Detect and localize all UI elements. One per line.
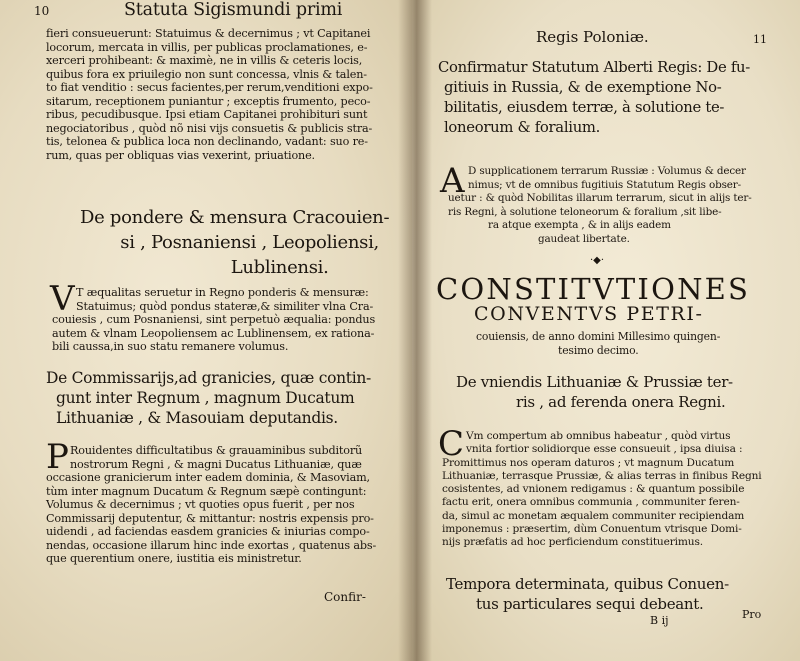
text-line: ra atque exempta , & in alijs eadem: [488, 219, 671, 231]
text-line: Promittimus nos operam daturos ; vt magnum Ducatum: [442, 456, 735, 469]
text-line: tesimo decimo.: [558, 344, 639, 357]
paragraph-cum-compertum: [442, 430, 762, 550]
heading-line: gitiuis in Russia, & de exemptione No-: [444, 79, 722, 96]
paragraph-prouidentes: [46, 444, 376, 566]
heading-line: si , Posnaniensi , Leopoliensi,: [120, 232, 379, 253]
heading-line: Lithuaniæ , & Masouiam deputandis.: [56, 409, 338, 427]
text-line: sitarum, receptionem puniantur ; exceptis frumento, peco-: [46, 94, 371, 108]
heading-de-vniendis: [456, 372, 733, 412]
text-line: Lithuaniæ, terrasque Prussiæ, & alias terras in finibus Regni: [442, 469, 762, 482]
text-line: couiensis, de anno domini Millesimo quingen-: [476, 330, 721, 343]
heading-confirmatur: [438, 58, 750, 138]
heading-line: Lublinensi.: [230, 257, 329, 278]
text-line: rum, quas per obliquas vias vexerint, priuatione.: [46, 148, 315, 162]
text-line: uetur : & quòd Nobilitas illarum terrarum, sicut in alijs ter-: [448, 192, 752, 204]
title-constitutiones: CONSTITVTIONES: [436, 272, 751, 306]
heading-line: De Commissarijs,ad granicies, quæ contin-: [46, 369, 371, 387]
drop-cap-p: P: [46, 437, 69, 477]
heading-de-commissarijs: [46, 368, 371, 428]
text-line: fieri consueuerunt: Statuimus & decernimus ; vt Capitanei: [46, 27, 371, 40]
heading-line: De pondere & mensura Cracouien-: [80, 207, 390, 228]
text-line: gaudeat libertate.: [538, 232, 630, 245]
text-line: Statuimus; quòd pondus stateræ,& similiter vlna Cra-: [76, 299, 374, 313]
text-line: tis, telonea & publica loca non declinando, vadant: suo re-: [46, 135, 368, 148]
heading-line: bilitatis, eiusdem terræ, à solutione te-: [444, 99, 725, 116]
text-line: autem & vlnam Leopoliensem ac Lublinensem, ex rationa-: [52, 326, 375, 340]
text-line: factu erit, onera omnibus communia , communiter feren-: [442, 496, 740, 509]
paragraph-ad-supplicationem: [448, 165, 752, 246]
text-line: T æqualitas seruetur in Regno ponderis & mensuræ:: [76, 286, 369, 299]
heading-line: ris , ad ferenda onera Regni.: [516, 393, 726, 411]
text-line: locorum, mercata in villis, per publicas proclamationes, e-: [46, 40, 368, 54]
text-line: bili caussa,in suo statu remanere volumus.: [52, 340, 289, 353]
text-line: Rouidentes difficultatibus & grauaminibus subditorũ: [70, 444, 363, 457]
page-number-left: 10: [34, 4, 50, 18]
running-head-left: Statuta Sigismundi primi: [124, 0, 343, 20]
text-line: Volumus & decernimus ; vt quoties opus fuerit , per nos: [46, 498, 355, 511]
heading-line: Tempora determinata, quibus Conuen-: [446, 575, 729, 593]
text-line: uidendi , ad faciendas easdem granicies & iniurias compo-: [46, 525, 370, 538]
heading-line: De vniendis Lithuaniæ & Prussiæ ter-: [456, 373, 733, 391]
text-line: xerceri prohibeant: & maximè, ne in villis & ceteris locis,: [46, 54, 363, 67]
text-line: nostrorum Regni , & magni Ducatus Lithuaniæ, quæ: [70, 457, 362, 471]
drop-cap-c: C: [438, 424, 465, 464]
text-line: occasione granicierum inter eadem dominia, & Masoviam,: [46, 471, 370, 484]
text-line: negociatoribus , quòd nõ nisi vijs consuetis & publicis stra-: [46, 121, 373, 135]
text-line: tùm inter magnum Ducatum & Regnum sæpè contingunt:: [46, 484, 367, 498]
text-line: imponemus : præsertim, dùm Conuentum vtrisque Domi-: [442, 523, 742, 536]
book-gutter: [398, 0, 432, 661]
text-line: quibus fora ex priuilegio non sunt concessa, vlnis & talen-: [46, 67, 367, 81]
text-line: ribus, pecudibusque. Ipsi etiam Capitanei prohibituri sunt: [46, 108, 368, 121]
running-head-right: Regis Poloniæ.: [536, 28, 649, 46]
heading-line: loneorum & foralium.: [444, 119, 601, 136]
paragraph-aequalitas: [52, 286, 375, 354]
text-line: ris Regni, à solutione teloneorum & foralium ,sit libe-: [448, 205, 722, 218]
text-line: nendas, occasione illarum hinc inde exortas , quatenus abs-: [46, 538, 377, 552]
drop-cap-a: A: [440, 161, 465, 201]
catchword-right: Pro: [742, 608, 762, 621]
ornament-divider: ·◆·: [590, 255, 605, 266]
text-line: Commissarij deputentur, & mittantur: nostris expensis pro-: [46, 511, 374, 525]
text-line: da, simul ac monetam æqualem communiter recipiendam: [442, 509, 745, 522]
heading-tempora: [446, 574, 729, 614]
text-line: vnita fortior solidiorque esse consueuit , ipsa diuisa :: [466, 443, 743, 456]
text-line: to fiat venditio : secus facientes,per rerum,venditioni expo-: [46, 81, 373, 94]
subtitle-couiensis: [476, 330, 720, 358]
title-conventus: CONVENTVS PETRI-: [474, 303, 704, 325]
text-line: Vm compertum ab omnibus habeatur , quòd virtus: [466, 430, 731, 442]
heading-line: tus particulares sequi debeant.: [476, 595, 704, 613]
heading-line: gunt inter Regnum , magnum Ducatum: [56, 389, 355, 407]
catchword-left: Confir-: [324, 590, 366, 604]
text-line: cosistentes, ad vnionem redigamus : & quantum possibile: [442, 483, 745, 496]
right-page: [412, 0, 800, 661]
text-line: couiesis , cum Posnaniensi, sint perpetuò æqualia: pondus: [52, 313, 376, 326]
drop-cap-v: V: [50, 279, 75, 319]
text-line: nimus; vt de omnibus fugitiuis Statutum Regis obser-: [468, 178, 741, 191]
heading-line: Confirmatur Statutum Alberti Regis: De fu-: [438, 59, 750, 76]
text-line: que querentium onere, iustitia eis ministretur.: [46, 552, 302, 565]
text-line: D supplicationem terrarum Russiæ : Volumus & decer: [468, 165, 746, 177]
text-line: nijs præfatis ad hoc perficiendum constituerimus.: [442, 536, 703, 549]
signature-mark: B ij: [650, 614, 669, 627]
paragraph-fieri: [46, 27, 373, 162]
page-number-right: 11: [753, 33, 767, 46]
heading-de-pondere: [80, 205, 389, 280]
